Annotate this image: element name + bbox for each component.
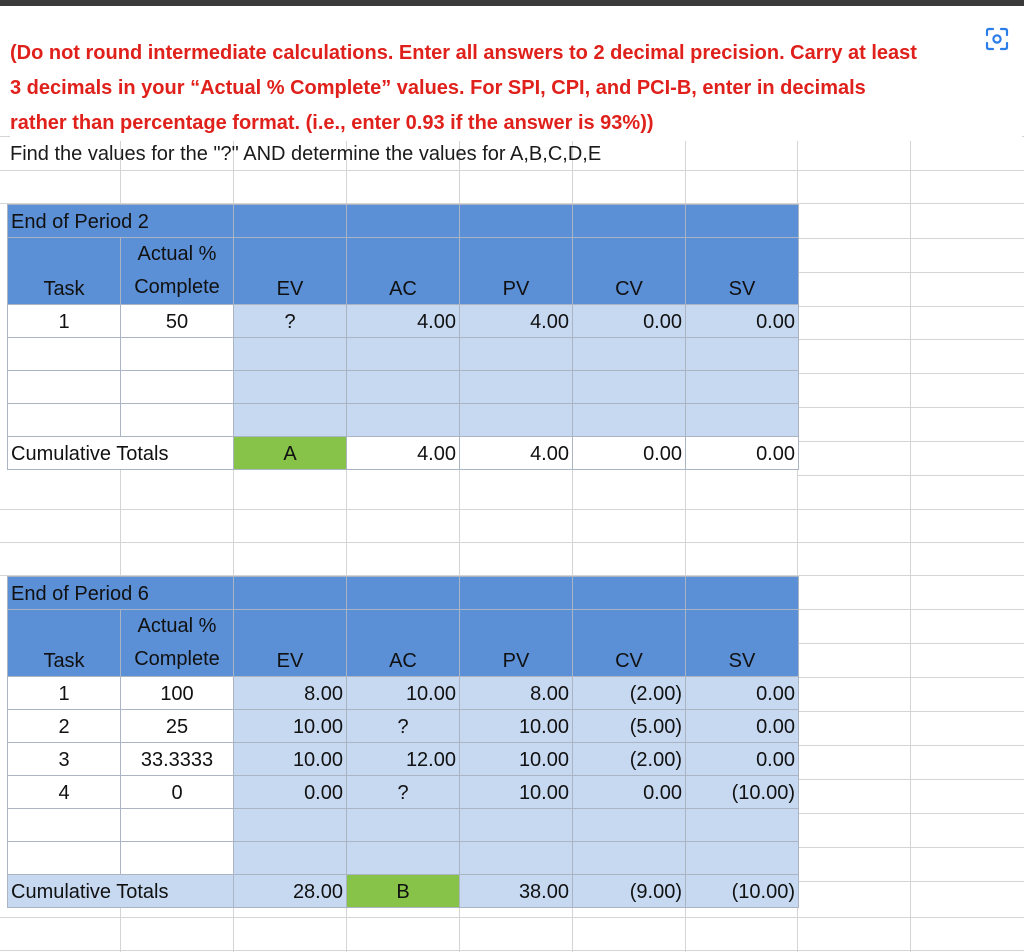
totals-label: Cumulative Totals: [8, 437, 234, 470]
cv-cell[interactable]: (2.00): [573, 677, 686, 710]
table-row: [8, 743, 799, 776]
col-actual-header-line1: Actual %: [137, 615, 217, 637]
col-ac-header: AC: [347, 610, 460, 677]
sv-cell[interactable]: 0.00: [686, 305, 799, 338]
cv-cell[interactable]: 0.00: [573, 776, 686, 809]
task-cell[interactable]: 1: [8, 305, 121, 338]
period-2-table: [7, 204, 799, 470]
total-sv-cell[interactable]: 0.00: [686, 437, 799, 470]
pv-cell[interactable]: 8.00: [460, 677, 573, 710]
col-actual-header-line2: Complete: [134, 648, 220, 670]
instruction-line-3: rather than percentage format. (i.e., enter 0.93 if the answer is 93%)): [10, 112, 654, 134]
col-task-header: Task: [8, 238, 121, 305]
totals-row: [8, 437, 799, 470]
answer-cell-b[interactable]: B: [347, 875, 460, 908]
col-actual-header-line1: Actual %: [137, 243, 217, 265]
total-pv-cell[interactable]: 38.00: [460, 875, 573, 908]
period-6-table: [7, 576, 799, 908]
total-cv-cell[interactable]: (9.00): [573, 875, 686, 908]
table-row: [8, 809, 799, 842]
instructions: [10, 36, 1022, 141]
col-pv-header: PV: [460, 610, 573, 677]
total-cv-cell[interactable]: 0.00: [573, 437, 686, 470]
sv-cell[interactable]: 0.00: [686, 743, 799, 776]
col-pv-header: PV: [460, 238, 573, 305]
col-task-header: Task: [8, 610, 121, 677]
ev-cell[interactable]: ?: [234, 305, 347, 338]
table-row: [8, 371, 799, 404]
col-cv-header: CV: [573, 610, 686, 677]
totals-label: Cumulative Totals: [8, 875, 234, 908]
table-row: [8, 404, 799, 437]
col-actual-header: [121, 610, 234, 677]
instruction-line-2: 3 decimals in your “Actual % Complete” values. For SPI, CPI, and PCI-B, enter in decimals: [10, 77, 866, 99]
pv-cell[interactable]: 10.00: [460, 743, 573, 776]
sv-cell[interactable]: 0.00: [686, 710, 799, 743]
task-cell[interactable]: 4: [8, 776, 121, 809]
col-actual-header: [121, 238, 234, 305]
table-row: [8, 842, 799, 875]
pv-cell[interactable]: 4.00: [460, 305, 573, 338]
ac-cell[interactable]: 4.00: [347, 305, 460, 338]
cv-cell[interactable]: 0.00: [573, 305, 686, 338]
ev-cell[interactable]: 10.00: [234, 710, 347, 743]
prompt-text: Find the values for the "?" AND determine the values for A,B,C,D,E: [10, 143, 602, 165]
ac-cell[interactable]: ?: [347, 710, 460, 743]
totals-row: [8, 875, 799, 908]
actual-complete-cell[interactable]: 0: [121, 776, 234, 809]
pv-cell[interactable]: 10.00: [460, 776, 573, 809]
answer-cell-a[interactable]: A: [234, 437, 347, 470]
spreadsheet: [0, 6, 1024, 952]
table-row: [8, 776, 799, 809]
sv-cell[interactable]: 0.00: [686, 677, 799, 710]
task-cell[interactable]: 2: [8, 710, 121, 743]
instruction-line-1: (Do not round intermediate calculations. Enter all answers to 2 decimal precision. Carry at least: [10, 42, 917, 64]
col-ac-header: AC: [347, 238, 460, 305]
col-ev-header: EV: [234, 610, 347, 677]
table-row: [8, 338, 799, 371]
period-2-title: End of Period 2: [8, 205, 234, 238]
actual-complete-cell[interactable]: 33.3333: [121, 743, 234, 776]
ev-cell[interactable]: 10.00: [234, 743, 347, 776]
sv-cell[interactable]: (10.00): [686, 776, 799, 809]
ac-cell[interactable]: ?: [347, 776, 460, 809]
focus-select-icon[interactable]: [982, 24, 1012, 54]
total-ev-cell[interactable]: 28.00: [234, 875, 347, 908]
actual-complete-cell[interactable]: 25: [121, 710, 234, 743]
total-pv-cell[interactable]: 4.00: [460, 437, 573, 470]
col-cv-header: CV: [573, 238, 686, 305]
table-row: [8, 305, 799, 338]
ac-cell[interactable]: 12.00: [347, 743, 460, 776]
ev-cell[interactable]: 8.00: [234, 677, 347, 710]
table-row: [8, 677, 799, 710]
period-6-title: End of Period 6: [8, 577, 234, 610]
col-ev-header: EV: [234, 238, 347, 305]
cv-cell[interactable]: (2.00): [573, 743, 686, 776]
actual-complete-cell[interactable]: 100: [121, 677, 234, 710]
col-actual-header-line2: Complete: [134, 276, 220, 298]
pv-cell[interactable]: 10.00: [460, 710, 573, 743]
cv-cell[interactable]: (5.00): [573, 710, 686, 743]
task-cell[interactable]: 1: [8, 677, 121, 710]
task-cell[interactable]: 3: [8, 743, 121, 776]
total-sv-cell[interactable]: (10.00): [686, 875, 799, 908]
ev-cell[interactable]: 0.00: [234, 776, 347, 809]
table-row: [8, 710, 799, 743]
total-ac-cell[interactable]: 4.00: [347, 437, 460, 470]
ac-cell[interactable]: 10.00: [347, 677, 460, 710]
actual-complete-cell[interactable]: 50: [121, 305, 234, 338]
col-sv-header: SV: [686, 610, 799, 677]
col-sv-header: SV: [686, 238, 799, 305]
